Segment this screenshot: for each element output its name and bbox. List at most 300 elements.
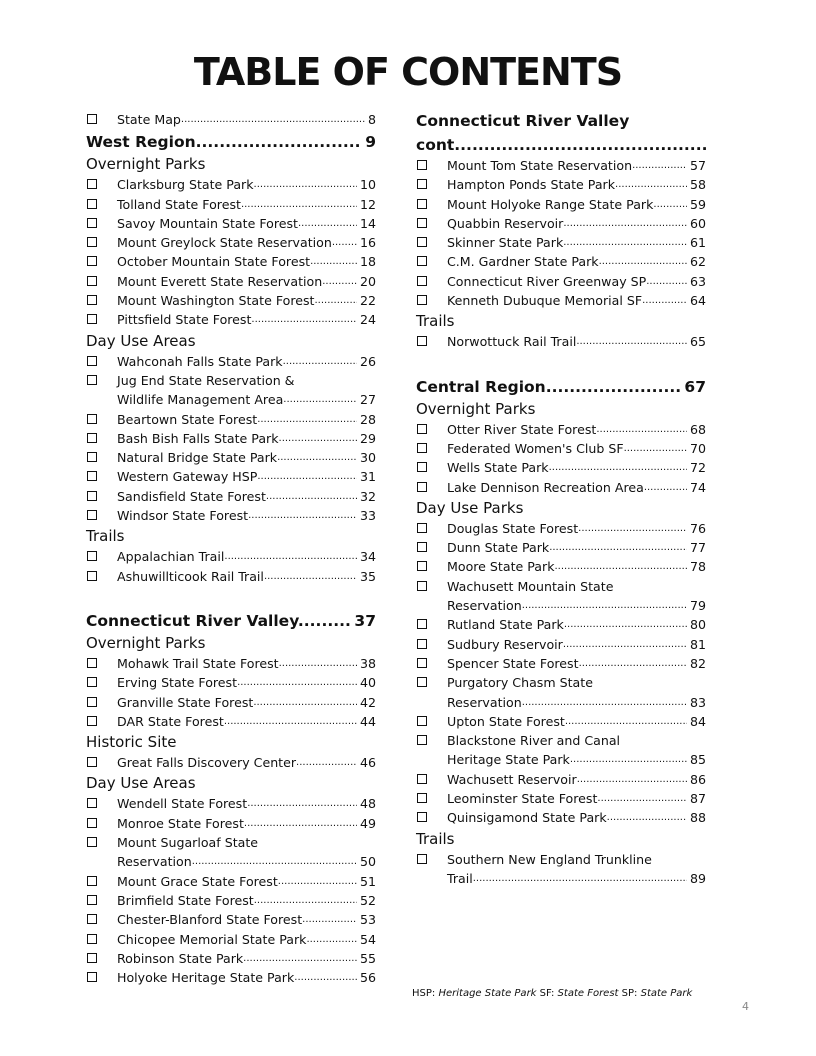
dot-leader bbox=[314, 291, 356, 310]
toc-entry bbox=[86, 487, 376, 506]
entry-text bbox=[117, 654, 376, 673]
checkbox-icon[interactable] bbox=[87, 452, 97, 462]
entry-text bbox=[447, 332, 706, 351]
entry-name: Norwottuck Rail Trail bbox=[447, 334, 577, 350]
entry-name: Natural Bridge State Park bbox=[117, 450, 278, 466]
toc-column-left bbox=[86, 110, 376, 987]
section-heading bbox=[86, 131, 376, 153]
legend-abbr: SF: bbox=[539, 988, 555, 999]
checkbox-icon[interactable] bbox=[417, 336, 427, 346]
subsection-heading: Day Use Areas bbox=[86, 774, 196, 793]
entry-page: 52 bbox=[359, 892, 376, 908]
entry-page: 18 bbox=[359, 254, 376, 270]
entry-page: 77 bbox=[689, 540, 706, 556]
entry-text bbox=[117, 291, 376, 310]
entry-name: Chester-Blanford State Forest bbox=[117, 912, 303, 928]
entry-page: 50 bbox=[359, 854, 376, 870]
section-page: 67 bbox=[684, 377, 706, 396]
entry-text bbox=[447, 252, 706, 271]
dot-leader bbox=[264, 567, 357, 586]
entry-text bbox=[447, 272, 706, 291]
toc-entry bbox=[416, 654, 706, 673]
entry-text bbox=[117, 214, 376, 233]
entry-text bbox=[447, 478, 706, 497]
dot-leader bbox=[578, 519, 687, 538]
entry-name: Reservation bbox=[117, 854, 192, 870]
checkbox-icon[interactable] bbox=[87, 895, 97, 905]
toc-entry-continued bbox=[416, 869, 706, 888]
toc-entry bbox=[86, 352, 376, 371]
checkbox-icon[interactable] bbox=[87, 471, 97, 481]
checkbox-icon[interactable] bbox=[87, 914, 97, 924]
dot-leader bbox=[332, 233, 357, 252]
checkbox-icon[interactable] bbox=[417, 677, 427, 687]
checkbox-icon[interactable] bbox=[87, 972, 97, 982]
section-page: 9 bbox=[365, 133, 376, 152]
entry-name: Moore State Park bbox=[447, 559, 555, 575]
entry-page: 31 bbox=[359, 469, 376, 485]
dot-leader bbox=[294, 968, 357, 987]
entry-name: Pittsfield State Forest bbox=[117, 312, 252, 328]
checkbox-icon[interactable] bbox=[417, 199, 427, 209]
toc-entry bbox=[86, 429, 376, 448]
entry-text bbox=[117, 693, 376, 712]
entry-text bbox=[447, 557, 706, 576]
toc-column-right bbox=[416, 110, 706, 888]
checkbox-icon[interactable] bbox=[87, 798, 97, 808]
legend-abbr: HSP: bbox=[412, 988, 436, 999]
dot-leader bbox=[565, 712, 687, 731]
subsection-heading: Day Use Areas bbox=[86, 331, 196, 350]
checkbox-icon[interactable] bbox=[417, 295, 427, 305]
toc-entry bbox=[416, 789, 706, 808]
toc-entry bbox=[416, 420, 706, 439]
checkbox-icon[interactable] bbox=[87, 677, 97, 687]
dot-leader bbox=[253, 693, 357, 712]
dot-leader bbox=[473, 869, 687, 888]
entry-name: Federated Women's Club SF bbox=[447, 440, 624, 456]
toc-entry bbox=[86, 673, 376, 692]
entry-text bbox=[117, 567, 376, 586]
entry-text bbox=[447, 519, 706, 538]
section-heading bbox=[416, 376, 706, 398]
entry-page: 34 bbox=[359, 549, 376, 565]
entry-name: Mount Grace State Forest bbox=[117, 873, 278, 889]
entry-name: Chicopee Memorial State Park bbox=[117, 931, 307, 947]
indent bbox=[417, 750, 427, 769]
checkbox-icon[interactable] bbox=[87, 414, 97, 424]
checkbox-icon[interactable] bbox=[417, 443, 427, 453]
entry-name: Hampton Ponds State Park bbox=[447, 177, 616, 193]
entry-page: 86 bbox=[689, 771, 706, 787]
entry-name: Mount Everett State Reservation bbox=[117, 273, 323, 289]
entry-page: 27 bbox=[359, 392, 376, 408]
entry-name: Leominster State Forest bbox=[447, 791, 598, 807]
entry-text bbox=[117, 448, 376, 467]
entry-page: 22 bbox=[359, 293, 376, 309]
toc-entry bbox=[86, 910, 376, 929]
checkbox-icon[interactable] bbox=[87, 237, 97, 247]
entry-name: Mount Sugarloaf State bbox=[117, 835, 259, 851]
dot-leader bbox=[563, 233, 687, 252]
checkbox-icon[interactable] bbox=[417, 218, 427, 228]
checkbox-icon[interactable] bbox=[87, 837, 97, 847]
checkbox-icon[interactable] bbox=[417, 160, 427, 170]
checkbox-icon[interactable] bbox=[417, 854, 427, 864]
entry-page: 51 bbox=[359, 873, 376, 889]
entry-name: Upton State Forest bbox=[447, 713, 565, 729]
indent bbox=[417, 693, 427, 712]
entry-text bbox=[117, 110, 376, 129]
subsection-heading: Historic Site bbox=[86, 733, 177, 752]
entry-text bbox=[117, 712, 376, 731]
entry-name: Savoy Mountain State Forest bbox=[117, 215, 298, 231]
entry-text bbox=[447, 156, 706, 175]
checkbox-icon[interactable] bbox=[417, 658, 427, 668]
entry-text bbox=[117, 949, 376, 968]
entry-text bbox=[117, 753, 376, 772]
checkbox-icon[interactable] bbox=[87, 818, 97, 828]
dot-leader bbox=[266, 487, 357, 506]
checkbox-icon[interactable] bbox=[87, 276, 97, 286]
entry-text bbox=[447, 214, 706, 233]
entry-text bbox=[117, 429, 376, 448]
checkbox-icon[interactable] bbox=[87, 356, 97, 366]
entry-page: 38 bbox=[359, 655, 376, 671]
entry-page: 42 bbox=[359, 694, 376, 710]
entry-name: Mount Greylock State Reservation bbox=[117, 235, 332, 251]
dot-leader bbox=[615, 175, 687, 194]
entry-text bbox=[447, 175, 706, 194]
toc-entry bbox=[86, 833, 376, 852]
subsection-heading: Overnight Parks bbox=[416, 399, 536, 418]
entry-name: Kenneth Dubuque Memorial SF bbox=[447, 293, 643, 309]
checkbox-icon[interactable] bbox=[87, 114, 97, 124]
entry-page: 30 bbox=[359, 450, 376, 466]
toc-entry bbox=[86, 753, 376, 772]
checkbox-icon[interactable] bbox=[417, 619, 427, 629]
entry-text bbox=[117, 930, 376, 949]
entry-name: Reservation bbox=[447, 694, 522, 710]
checkbox-icon[interactable] bbox=[87, 953, 97, 963]
checkbox-icon[interactable] bbox=[87, 218, 97, 228]
dot-leader bbox=[564, 615, 687, 634]
entry-name: Wells State Park bbox=[447, 460, 549, 476]
dot-leader bbox=[646, 272, 687, 291]
dot-leader bbox=[248, 506, 357, 525]
checkbox-icon[interactable] bbox=[87, 716, 97, 726]
entry-page: 12 bbox=[359, 196, 376, 212]
entry-name: Purgatory Chasm State bbox=[447, 675, 593, 691]
checkbox-icon[interactable] bbox=[87, 571, 97, 581]
toc-entry bbox=[86, 110, 376, 129]
entry-text bbox=[447, 420, 706, 439]
section-leader bbox=[86, 131, 362, 153]
entry-text bbox=[117, 272, 376, 291]
toc-entry bbox=[416, 252, 706, 271]
checkbox-icon[interactable] bbox=[417, 774, 427, 784]
toc-entry bbox=[416, 195, 706, 214]
entry-text bbox=[447, 538, 706, 557]
entry-text bbox=[447, 750, 706, 769]
entry-page: 20 bbox=[359, 273, 376, 289]
legend-text: Heritage State Park bbox=[438, 988, 537, 999]
dot-leader bbox=[278, 872, 357, 891]
dot-leader bbox=[277, 448, 357, 467]
dot-leader bbox=[653, 195, 687, 214]
checkbox-icon[interactable] bbox=[87, 199, 97, 209]
entry-page: 55 bbox=[359, 950, 376, 966]
entry-text bbox=[117, 175, 376, 194]
entry-text bbox=[117, 352, 376, 371]
toc-entry bbox=[416, 577, 706, 596]
dot-leader bbox=[577, 770, 687, 789]
entry-text bbox=[447, 693, 706, 712]
entry-name: Wachusett Mountain State bbox=[447, 578, 614, 594]
entry-text bbox=[447, 654, 706, 673]
entry-page: 74 bbox=[689, 479, 706, 495]
dot-leader bbox=[596, 420, 687, 439]
toc-entry bbox=[416, 458, 706, 477]
dot-leader bbox=[181, 110, 365, 129]
entry-name: Brimfield State Forest bbox=[117, 892, 254, 908]
dot-leader bbox=[607, 808, 687, 827]
checkbox-icon[interactable] bbox=[87, 179, 97, 189]
checkbox-icon[interactable] bbox=[87, 256, 97, 266]
entry-text bbox=[117, 814, 376, 833]
entry-name: Wendell State Forest bbox=[117, 796, 248, 812]
toc-entry bbox=[86, 214, 376, 233]
subsection-heading: Trails bbox=[416, 312, 455, 331]
toc-entry bbox=[86, 930, 376, 949]
checkbox-icon[interactable] bbox=[417, 256, 427, 266]
entry-page: 61 bbox=[689, 235, 706, 251]
dot-leader bbox=[279, 654, 357, 673]
entry-text bbox=[117, 673, 376, 692]
toc-entry bbox=[416, 214, 706, 233]
abbreviation-legend bbox=[412, 988, 692, 999]
entry-text bbox=[117, 487, 376, 506]
toc-entry bbox=[86, 794, 376, 813]
toc-entry bbox=[416, 175, 706, 194]
toc-entry bbox=[86, 310, 376, 329]
checkbox-icon[interactable] bbox=[87, 658, 97, 668]
checkbox-icon[interactable] bbox=[417, 542, 427, 552]
entry-page: 10 bbox=[359, 177, 376, 193]
entry-page: 84 bbox=[689, 713, 706, 729]
entry-text bbox=[447, 712, 706, 731]
entry-page: 68 bbox=[689, 421, 706, 437]
toc-entry bbox=[86, 949, 376, 968]
entry-name: Ashuwillticook Rail Trail bbox=[117, 568, 264, 584]
entry-name: Otter River State Forest bbox=[447, 421, 597, 437]
entry-page: 28 bbox=[359, 411, 376, 427]
dot-leader bbox=[549, 458, 687, 477]
entry-text bbox=[117, 195, 376, 214]
checkbox-icon[interactable] bbox=[417, 561, 427, 571]
entry-name: C.M. Gardner State Park bbox=[447, 254, 599, 270]
toc-entry bbox=[86, 891, 376, 910]
entry-text bbox=[117, 833, 376, 852]
indent bbox=[87, 852, 97, 871]
entry-page: 59 bbox=[689, 196, 706, 212]
entry-name: Western Gateway HSP bbox=[117, 469, 258, 485]
dot-leader bbox=[563, 214, 687, 233]
dot-leader bbox=[570, 750, 687, 769]
entry-text bbox=[447, 635, 706, 654]
section-leader bbox=[86, 610, 351, 632]
section-leader bbox=[416, 376, 681, 398]
dot-leader bbox=[283, 390, 357, 409]
checkbox-icon[interactable] bbox=[87, 876, 97, 886]
entry-name: October Mountain State Forest bbox=[117, 254, 311, 270]
checkbox-icon[interactable] bbox=[417, 523, 427, 533]
indent bbox=[87, 390, 97, 409]
checkbox-icon[interactable] bbox=[87, 510, 97, 520]
entry-name: Appalachian Trail bbox=[117, 549, 225, 565]
dot-leader bbox=[576, 332, 687, 351]
checkbox-icon[interactable] bbox=[87, 433, 97, 443]
checkbox-icon[interactable] bbox=[87, 697, 97, 707]
toc-entry bbox=[86, 467, 376, 486]
entry-name: Douglas State Forest bbox=[447, 520, 579, 536]
entry-text bbox=[447, 615, 706, 634]
entry-text bbox=[117, 310, 376, 329]
checkbox-icon[interactable] bbox=[417, 276, 427, 286]
checkbox-icon[interactable] bbox=[417, 179, 427, 189]
checkbox-icon[interactable] bbox=[417, 639, 427, 649]
entry-name: DAR State Forest bbox=[117, 713, 224, 729]
entry-page: 79 bbox=[689, 598, 706, 614]
entry-name: Dunn State Park bbox=[447, 540, 550, 556]
subsection-heading: Overnight Parks bbox=[86, 155, 206, 174]
checkbox-icon[interactable] bbox=[87, 934, 97, 944]
checkbox-icon[interactable] bbox=[417, 462, 427, 472]
toc-entry bbox=[86, 814, 376, 833]
entry-name: Great Falls Discovery Center bbox=[117, 755, 297, 771]
subsection-heading: Trails bbox=[86, 527, 125, 546]
toc-entry-continued bbox=[86, 390, 376, 409]
entry-page: 62 bbox=[689, 254, 706, 270]
toc-entry bbox=[86, 371, 376, 390]
section-name: cont bbox=[416, 136, 455, 154]
entry-name: Spencer State Forest bbox=[447, 655, 579, 671]
checkbox-icon[interactable] bbox=[87, 314, 97, 324]
page-number: 4 bbox=[742, 1000, 749, 1013]
dot-leader bbox=[224, 712, 357, 731]
checkbox-icon[interactable] bbox=[417, 735, 427, 745]
toc-entry-continued bbox=[416, 693, 706, 712]
toc-entry-continued bbox=[86, 852, 376, 871]
checkbox-icon[interactable] bbox=[417, 237, 427, 247]
entry-text bbox=[447, 808, 706, 827]
entry-page: 44 bbox=[359, 713, 376, 729]
entry-name: Bash Bish Falls State Park bbox=[117, 430, 279, 446]
entry-page: 24 bbox=[359, 312, 376, 328]
entry-name: State Map bbox=[117, 112, 181, 127]
legend-text: State Park bbox=[640, 988, 693, 999]
checkbox-icon[interactable] bbox=[87, 295, 97, 305]
checkbox-icon[interactable] bbox=[87, 491, 97, 501]
toc-entry bbox=[416, 673, 706, 692]
toc-entry bbox=[86, 195, 376, 214]
entry-text bbox=[447, 673, 706, 692]
toc-entry bbox=[86, 175, 376, 194]
entry-page: 53 bbox=[359, 912, 376, 928]
entry-page: 46 bbox=[359, 755, 376, 771]
toc-entry bbox=[86, 410, 376, 429]
entry-name: Quabbin Reservoir bbox=[447, 215, 564, 231]
entry-page: 88 bbox=[689, 810, 706, 826]
checkbox-icon[interactable] bbox=[417, 424, 427, 434]
entry-page: 89 bbox=[689, 870, 706, 886]
entry-page: 49 bbox=[359, 815, 376, 831]
dot-leader bbox=[257, 410, 357, 429]
entry-text bbox=[447, 850, 706, 869]
entry-page: 87 bbox=[689, 791, 706, 807]
toc-entry bbox=[416, 478, 706, 497]
entry-text bbox=[117, 252, 376, 271]
entry-name: Sandisfield State Forest bbox=[117, 488, 266, 504]
section-page: 37 bbox=[354, 611, 376, 630]
entry-name: Windsor State Forest bbox=[117, 508, 249, 524]
entry-name: Mount Tom State Reservation bbox=[447, 158, 633, 173]
entry-name: Lake Dennison Recreation Area bbox=[447, 479, 644, 495]
toc-entry bbox=[86, 567, 376, 586]
entry-text bbox=[447, 458, 706, 477]
toc-entry bbox=[86, 654, 376, 673]
entry-text bbox=[117, 506, 376, 525]
toc-entry-continued bbox=[416, 750, 706, 769]
dot-leader bbox=[599, 252, 687, 271]
dot-leader bbox=[296, 753, 357, 772]
entry-page: 82 bbox=[689, 655, 706, 671]
dot-leader bbox=[549, 538, 687, 557]
checkbox-icon[interactable] bbox=[87, 551, 97, 561]
dot-leader bbox=[624, 439, 687, 458]
page-title: TABLE OF CONTENTS bbox=[193, 50, 623, 94]
dot-leader bbox=[244, 814, 357, 833]
entry-name: Wildlife Management Area bbox=[117, 392, 284, 408]
entry-text bbox=[447, 869, 706, 888]
checkbox-icon[interactable] bbox=[417, 482, 427, 492]
entry-name: Holyoke Heritage State Park bbox=[117, 970, 295, 986]
checkbox-icon[interactable] bbox=[417, 812, 427, 822]
section-heading bbox=[86, 610, 376, 632]
entry-page: 14 bbox=[359, 215, 376, 231]
entry-name: Wachusett Reservoir bbox=[447, 771, 577, 787]
entry-page: 70 bbox=[689, 440, 706, 456]
subsection-heading: Overnight Parks bbox=[86, 633, 206, 652]
dot-leader bbox=[322, 272, 357, 291]
checkbox-icon[interactable] bbox=[87, 757, 97, 767]
entry-text bbox=[447, 291, 706, 310]
entry-page: 8 bbox=[367, 112, 376, 127]
toc-entry bbox=[416, 519, 706, 538]
entry-page: 85 bbox=[689, 752, 706, 768]
dot-leader bbox=[310, 252, 357, 271]
entry-name: Monroe State Forest bbox=[117, 815, 244, 831]
entry-name: Quinsigamond State Park bbox=[447, 810, 607, 826]
checkbox-icon[interactable] bbox=[417, 716, 427, 726]
toc-entry bbox=[86, 693, 376, 712]
toc-entry bbox=[86, 233, 376, 252]
checkbox-icon[interactable] bbox=[417, 581, 427, 591]
checkbox-icon[interactable] bbox=[87, 375, 97, 385]
checkbox-icon[interactable] bbox=[417, 793, 427, 803]
entry-name: Heritage State Park bbox=[447, 752, 570, 768]
dot-leader bbox=[247, 794, 357, 813]
